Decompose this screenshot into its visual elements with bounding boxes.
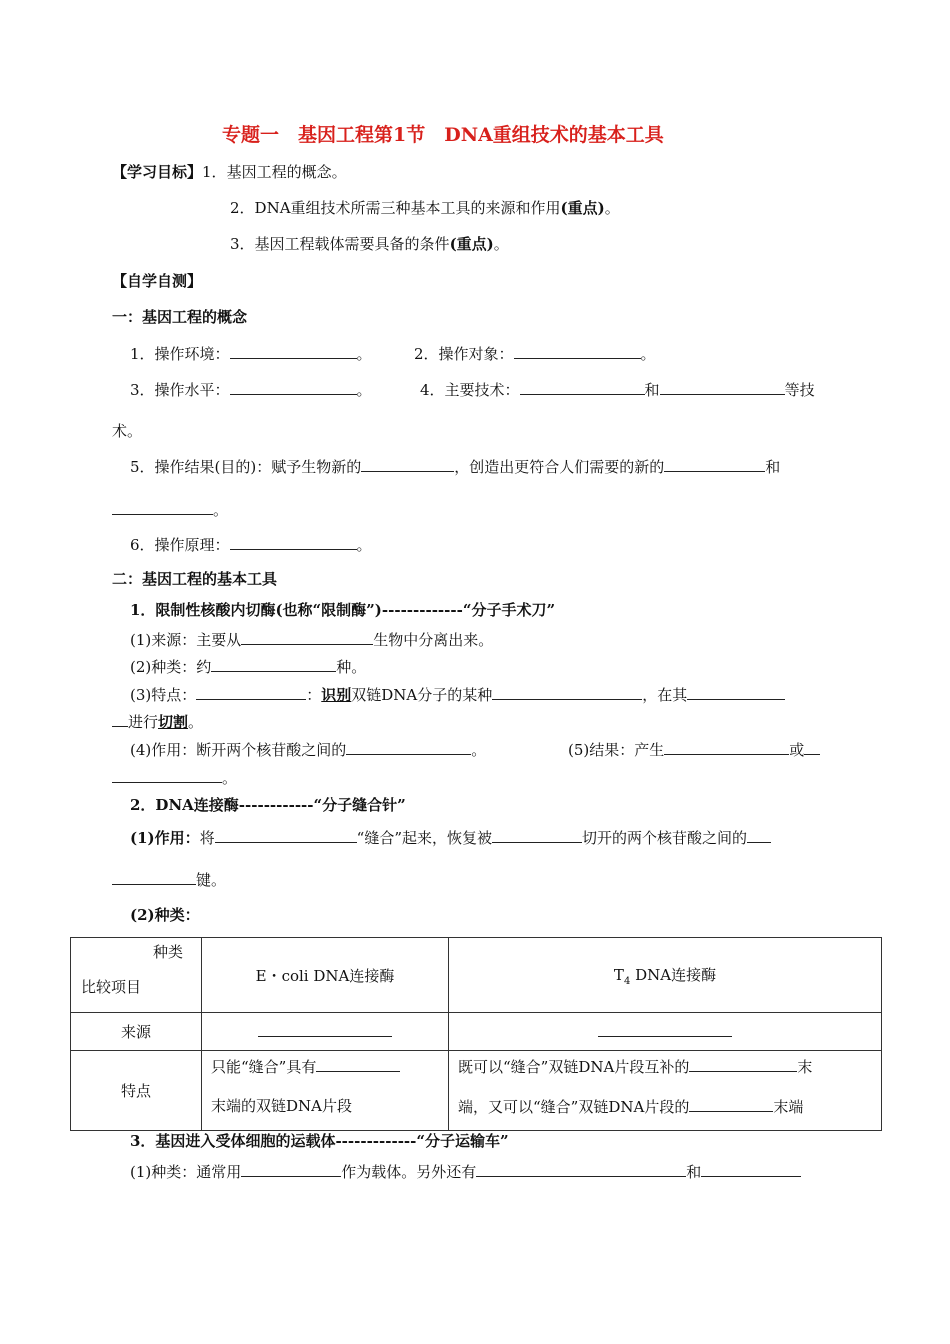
- tool-3-kinds: [130, 1162, 801, 1181]
- kinds-label: (2)种类：约: [130, 658, 212, 676]
- q1-label: 1．操作环境：: [130, 345, 230, 363]
- q3-label: 3．操作水平：: [130, 381, 230, 399]
- self-test-heading: 【自学自测】: [112, 272, 203, 290]
- tool-2-heading: 2．DNA连接酶------------“分子缝合针”: [130, 796, 406, 814]
- table-row: [71, 1051, 882, 1131]
- t4-feature-end-2: 末端: [773, 1098, 804, 1116]
- and-text: 和: [765, 458, 781, 476]
- result-blank-2[interactable]: [804, 740, 820, 755]
- section-2-heading: 二：基因工程的基本工具: [112, 570, 278, 588]
- q4-label: 4．主要技术：: [420, 381, 520, 399]
- ecoli-source-cell: [202, 1013, 449, 1051]
- q6-blank[interactable]: [230, 535, 357, 550]
- function-part-2: “缝合”起来，恢复被: [356, 829, 492, 847]
- goal-text: DNA重组技术所需三种基本工具的来源和作用: [254, 199, 561, 217]
- tool-1-source: [130, 630, 493, 649]
- goal-end: 。: [604, 199, 620, 217]
- header-t4: [449, 938, 882, 1013]
- table-row: [71, 938, 882, 1013]
- goal-text: 基因工程载体需要具备的条件: [254, 235, 450, 253]
- feature-label: (3)特点：: [130, 686, 197, 704]
- table-header-corner: [71, 938, 202, 1013]
- q4-end: 等技: [784, 381, 815, 399]
- tool-1-function: [130, 740, 486, 759]
- t4-ligase-label: DNA连接酶: [630, 965, 717, 984]
- feature-blank-4[interactable]: [112, 712, 128, 727]
- bond-text: 键。: [196, 871, 227, 889]
- q5-label: 5．操作结果(目的)：赋予生物新的: [130, 458, 362, 476]
- ecoli-feature-text-1: 只能“缝合”具有: [211, 1058, 317, 1076]
- q5-middle: ，创造出更符合人们需要的新的: [454, 458, 665, 476]
- and-text: 和: [686, 1163, 702, 1181]
- tool-2-kinds: (2)种类：: [130, 906, 200, 924]
- ligase-comparison-table: [70, 937, 882, 1131]
- t4-prefix: T: [613, 965, 624, 984]
- vector-blank-1[interactable]: [241, 1162, 341, 1177]
- t4-feature-end-1: 末: [797, 1058, 813, 1076]
- kinds-blank[interactable]: [211, 657, 336, 672]
- function-blank-2[interactable]: [492, 828, 582, 843]
- header-ecoli: [202, 938, 449, 1013]
- feature-blank-1[interactable]: [196, 685, 306, 700]
- ecoli-feature-cell: [202, 1051, 449, 1131]
- q2-line: [414, 344, 656, 363]
- ecoli-source-blank[interactable]: [258, 1022, 392, 1037]
- q6-line: [130, 535, 372, 554]
- goal-key-point: (重点): [560, 199, 605, 217]
- or-text: 或: [789, 741, 805, 759]
- tool-1-feature: [130, 685, 785, 704]
- feature-next: 进行: [128, 713, 159, 731]
- tool-2-function: [130, 828, 771, 847]
- goal-number: 3．: [230, 235, 255, 253]
- source-end: 生物中分离出来。: [373, 631, 494, 649]
- header-item: 比较项目: [81, 978, 142, 996]
- t4-feature-cell: [449, 1051, 882, 1131]
- vector-blank-2[interactable]: [476, 1162, 686, 1177]
- goal-end: 。: [493, 235, 509, 253]
- vector-blank-3[interactable]: [701, 1162, 801, 1177]
- function-part-1: 将: [199, 829, 215, 847]
- kinds-label: (1)种类：通常用: [130, 1163, 242, 1181]
- t4-feature-text-1: 既可以“缝合”双链DNA片段互补的: [458, 1058, 690, 1076]
- q5-blank-1[interactable]: [361, 457, 454, 472]
- kinds-end: 种。: [336, 658, 367, 676]
- kinds-middle: 作为载体。另外还有: [341, 1163, 477, 1181]
- period: 。: [188, 713, 204, 731]
- q4-continuation: 术。: [112, 422, 143, 440]
- tool-1-heading: 1．限制性核酸内切酶(也称“限制酶”)-------------“分子手术刀”: [130, 601, 556, 619]
- source-blank[interactable]: [241, 630, 373, 645]
- function-label: (1)作用：: [130, 829, 200, 847]
- result-blank-3[interactable]: [112, 768, 222, 783]
- colon: ：: [306, 686, 322, 704]
- t4-feature-blank-2[interactable]: [689, 1097, 773, 1112]
- q1-blank[interactable]: [230, 344, 357, 359]
- feature-middle: 双链DNA分子的某种: [351, 686, 493, 704]
- tool-1-result: [568, 740, 820, 759]
- t4-source-blank[interactable]: [598, 1022, 732, 1037]
- feature-cell-text: 特点: [120, 1082, 151, 1100]
- feature-blank-3[interactable]: [687, 685, 785, 700]
- t4-source-cell: [449, 1013, 882, 1051]
- result-label: (5)结果：产生: [568, 741, 665, 759]
- feature-end: ，在其: [642, 686, 688, 704]
- q4-blank-1[interactable]: [520, 380, 645, 395]
- period: 。: [356, 536, 372, 554]
- ecoli-feature-blank[interactable]: [316, 1057, 400, 1072]
- and-text: 和: [644, 381, 660, 399]
- goal-key-point: (重点): [449, 235, 494, 253]
- function-blank-1[interactable]: [215, 828, 357, 843]
- learning-goals-line-3: [230, 235, 509, 253]
- goal-number: 2．: [230, 199, 255, 217]
- q5-blank-3[interactable]: [112, 500, 213, 515]
- tool-1-result-continued: [112, 768, 237, 787]
- row-feature-label: [71, 1051, 202, 1131]
- recognize-keyword: 识别: [321, 686, 352, 704]
- q5-blank-2[interactable]: [664, 457, 765, 472]
- function-blank-3[interactable]: [747, 828, 771, 843]
- q6-label: 6．操作原理：: [130, 536, 230, 554]
- period: 。: [356, 345, 372, 363]
- result-blank-1[interactable]: [664, 740, 789, 755]
- period: 。: [640, 345, 656, 363]
- ecoli-feature-text-2: 末端的双链DNA片段: [211, 1097, 352, 1115]
- ecoli-ligase-label: E・coli DNA连接酶: [255, 966, 395, 985]
- feature-blank-2[interactable]: [492, 685, 642, 700]
- goal-number: 1．: [202, 163, 227, 181]
- q2-label: 2．操作对象：: [414, 345, 514, 363]
- learning-goals-line-2: [230, 199, 620, 217]
- period: 。: [222, 769, 238, 787]
- function-label: (4)作用：断开两个核苷酸之间的: [130, 741, 347, 759]
- period: 。: [471, 741, 487, 759]
- table-row: [71, 1013, 882, 1051]
- q2-blank[interactable]: [514, 344, 641, 359]
- page-title: 专题一 基因工程第1节 DNA重组技术的基本工具: [222, 124, 664, 146]
- q4-line: [420, 380, 815, 399]
- source-cell-text: 来源: [120, 1023, 151, 1041]
- q3-blank[interactable]: [230, 380, 357, 395]
- function-blank-4[interactable]: [112, 870, 196, 885]
- row-source-label: [71, 1013, 202, 1051]
- q5-continuation: [112, 500, 228, 519]
- period: 。: [213, 501, 229, 519]
- function-part-3: 切开的两个核苷酸之间的: [582, 829, 748, 847]
- q3-line: [130, 380, 372, 399]
- learning-goals-label: 【学习目标】: [112, 163, 203, 181]
- section-1-heading: 一：基因工程的概念: [112, 308, 248, 326]
- function-blank[interactable]: [346, 740, 471, 755]
- t4-subscript: 4: [623, 975, 631, 987]
- tool-1-feature-continued: [112, 712, 203, 731]
- source-label: (1)来源：主要从: [130, 631, 242, 649]
- t4-feature-text-2: 端，又可以“缝合”双链DNA片段的: [458, 1098, 690, 1116]
- q4-blank-2[interactable]: [660, 380, 785, 395]
- period: 。: [356, 381, 372, 399]
- header-kind: 种类: [153, 943, 184, 961]
- tool-2-function-continued: [112, 870, 226, 889]
- q1-line: [130, 344, 372, 363]
- tool-3-heading: 3．基因进入受体细胞的运载体-------------“分子运输车”: [130, 1132, 509, 1150]
- tool-1-kinds: [130, 657, 366, 676]
- goal-text: 基因工程的概念。: [226, 163, 347, 181]
- learning-goals-line-1: [112, 163, 347, 181]
- cut-keyword: 切割: [158, 713, 189, 731]
- t4-feature-blank-1[interactable]: [689, 1057, 797, 1072]
- q5-line: [130, 457, 780, 476]
